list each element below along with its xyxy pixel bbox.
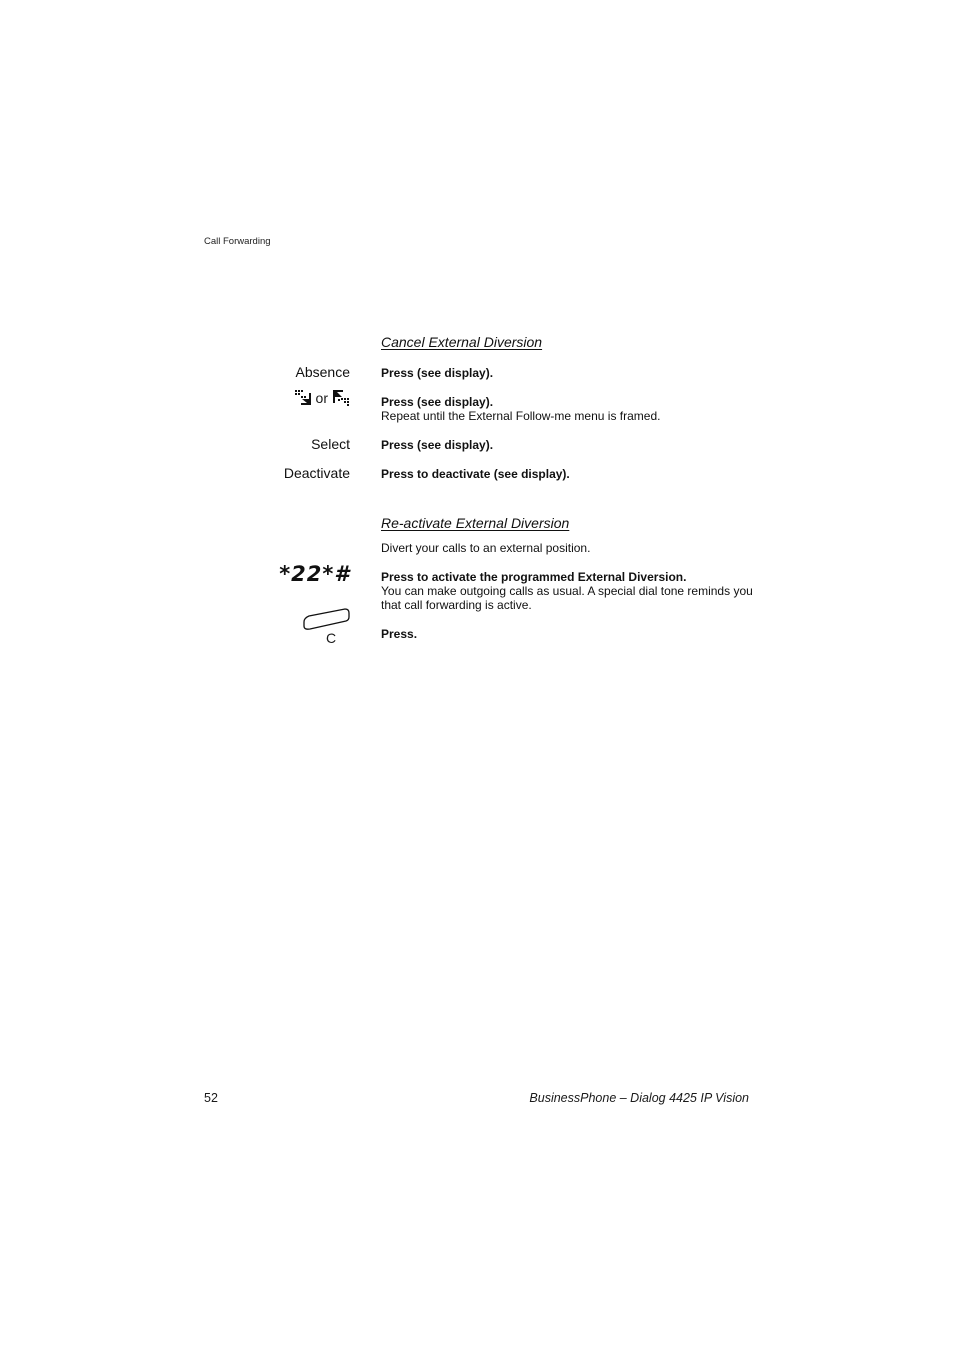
handset-clear-key <box>300 608 352 648</box>
arrow-up-left-icon <box>332 389 350 407</box>
step-instruction: Press (see display). <box>381 395 494 409</box>
step-instruction: Press to deactivate (see display). <box>381 467 570 481</box>
running-header: Call Forwarding <box>204 236 271 247</box>
step-activate <box>381 570 761 612</box>
step-absence <box>381 366 761 380</box>
arrow-down-right-icon <box>294 389 312 407</box>
step-instruction: Press to activate the programmed External Diversion. <box>381 570 687 584</box>
step-deactivate <box>381 467 761 481</box>
or-separator: or <box>315 390 328 406</box>
section-title-cancel: Cancel External Diversion <box>381 334 543 350</box>
step-instruction: Press. <box>381 627 418 641</box>
step-select <box>381 438 761 452</box>
section-title-reactivate: Re-activate External Diversion <box>381 515 570 531</box>
step-navigate <box>381 395 761 423</box>
key-label-select: Select <box>311 436 350 452</box>
navigation-keys <box>294 389 350 407</box>
section-intro: Divert your calls to an external position. <box>381 541 591 555</box>
step-instruction: Press (see display). <box>381 366 494 380</box>
key-label-deactivate: Deactivate <box>283 465 350 481</box>
key-label-absence: Absence <box>295 364 350 380</box>
step-note: Repeat until the External Follow-me menu is framed. <box>381 409 661 423</box>
step-note: You can make outgoing calls as usual. A special dial tone reminds you that call forwarding is active. <box>381 584 753 612</box>
document-title: BusinessPhone – Dialog 4425 IP Vision <box>529 1091 749 1105</box>
dial-code: *22*# <box>279 562 350 586</box>
step-instruction: Press (see display). <box>381 438 494 452</box>
step-press-handset <box>381 627 761 641</box>
page-number: 52 <box>204 1091 218 1105</box>
clear-key-letter: C <box>326 630 337 646</box>
